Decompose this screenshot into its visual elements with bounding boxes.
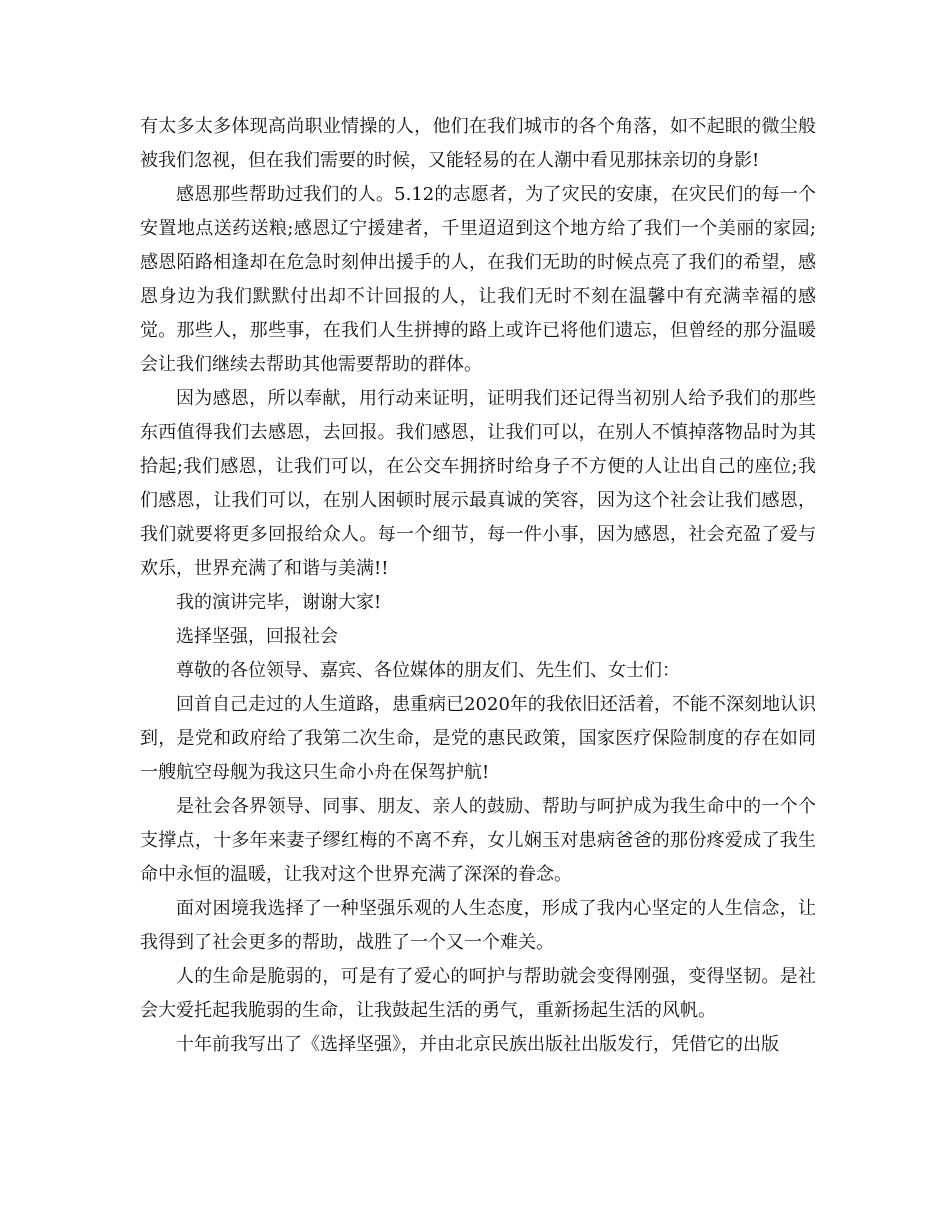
paragraph-attitude: 面对困境我选择了一种坚强乐观的人生态度，形成了我内心坚定的人生信念，让我得到了社会更多的帮助，战胜了一个又一个难关。 xyxy=(140,898,816,953)
paragraph-support: 是社会各界领导、同事、朋友、亲人的鼓励、帮助与呵护成为我生命中的一个个支撑点，十多年来妻子缪红梅的不离不弃，女儿娴玉对患病爸爸的那份疼爱成了我生命中永恒的温暖，让我对这个世界充满了深深的眷念。 xyxy=(140,796,816,885)
speech-title: 选择坚强，回报社会 xyxy=(176,626,338,647)
paragraph-continuation: 有太多太多体现高尚职业情操的人，他们在我们城市的各个角落，如不起眼的微尘般被我们忽视，但在我们需要的时候，又能轻易的在人潮中看见那抹亲切的身影! xyxy=(140,116,816,171)
speech-salutation: 尊敬的各位领导、嘉宾、各位媒体的朋友们、先生们、女士们： xyxy=(176,660,680,681)
document-body xyxy=(140,110,816,1062)
paragraph-closing-thanks: 我的演讲完毕，谢谢大家! xyxy=(176,592,382,613)
paragraph-gratitude-helpers: 感恩那些帮助过我们的人。5.12的志愿者，为了灾民的安康，在灾民们的每一个安置地点送药送粮;感恩辽宁援建者，千里迢迢到这个地方给了我们一个美丽的家园;感恩陌路相逢却在危急时刻伸出援手的人，在我们无助的时候点亮了我们的希望，感恩身边为我们默默付出却不计回报的人，让我们无时不刻在温馨中有充满幸福的感觉。那些人，那些事，在我们人生拼搏的路上或许已将他们遗忘，但曾经的那分温暖会让我们继续去帮助其他需要帮助的群体。 xyxy=(140,184,816,375)
paragraph-gratitude-dedication: 因为感恩，所以奉献，用行动来证明，证明我们还记得当初别人给予我们的那些东西值得我们去感恩，去回报。我们感恩，让我们可以，在别人不慎掉落物品时为其拾起;我们感恩，让我们可以，在公交车拥挤时给身子不方便的人让出自己的座位;我们感恩，让我们可以，在别人困顿时展示最真诚的笑容，因为这个社会让我们感恩，我们就要将更多回报给众人。每一个细节，每一件小事，因为感恩，社会充盈了爱与欢乐，世界充满了和谐与美满!! xyxy=(140,388,816,579)
paragraph-book: 十年前我写出了《选择坚强》，并由北京民族出版社出版发行，凭借它的出版 xyxy=(176,1034,779,1055)
paragraph-life-review: 回首自己走过的人生道路，患重病已2020年的我依旧还活着，不能不深刻地认识到，是党和政府给了我第二次生命，是党的惠民政策，国家医疗保险制度的存在如同一艘航空母舰为我这只生命小舟在保驾护航! xyxy=(140,694,816,783)
paragraph-fragile-life: 人的生命是脆弱的，可是有了爱心的呵护与帮助就会变得刚强，变得坚韧。是社会大爱托起我脆弱的生命，让我鼓起生活的勇气，重新扬起生活的风帆。 xyxy=(140,966,816,1021)
